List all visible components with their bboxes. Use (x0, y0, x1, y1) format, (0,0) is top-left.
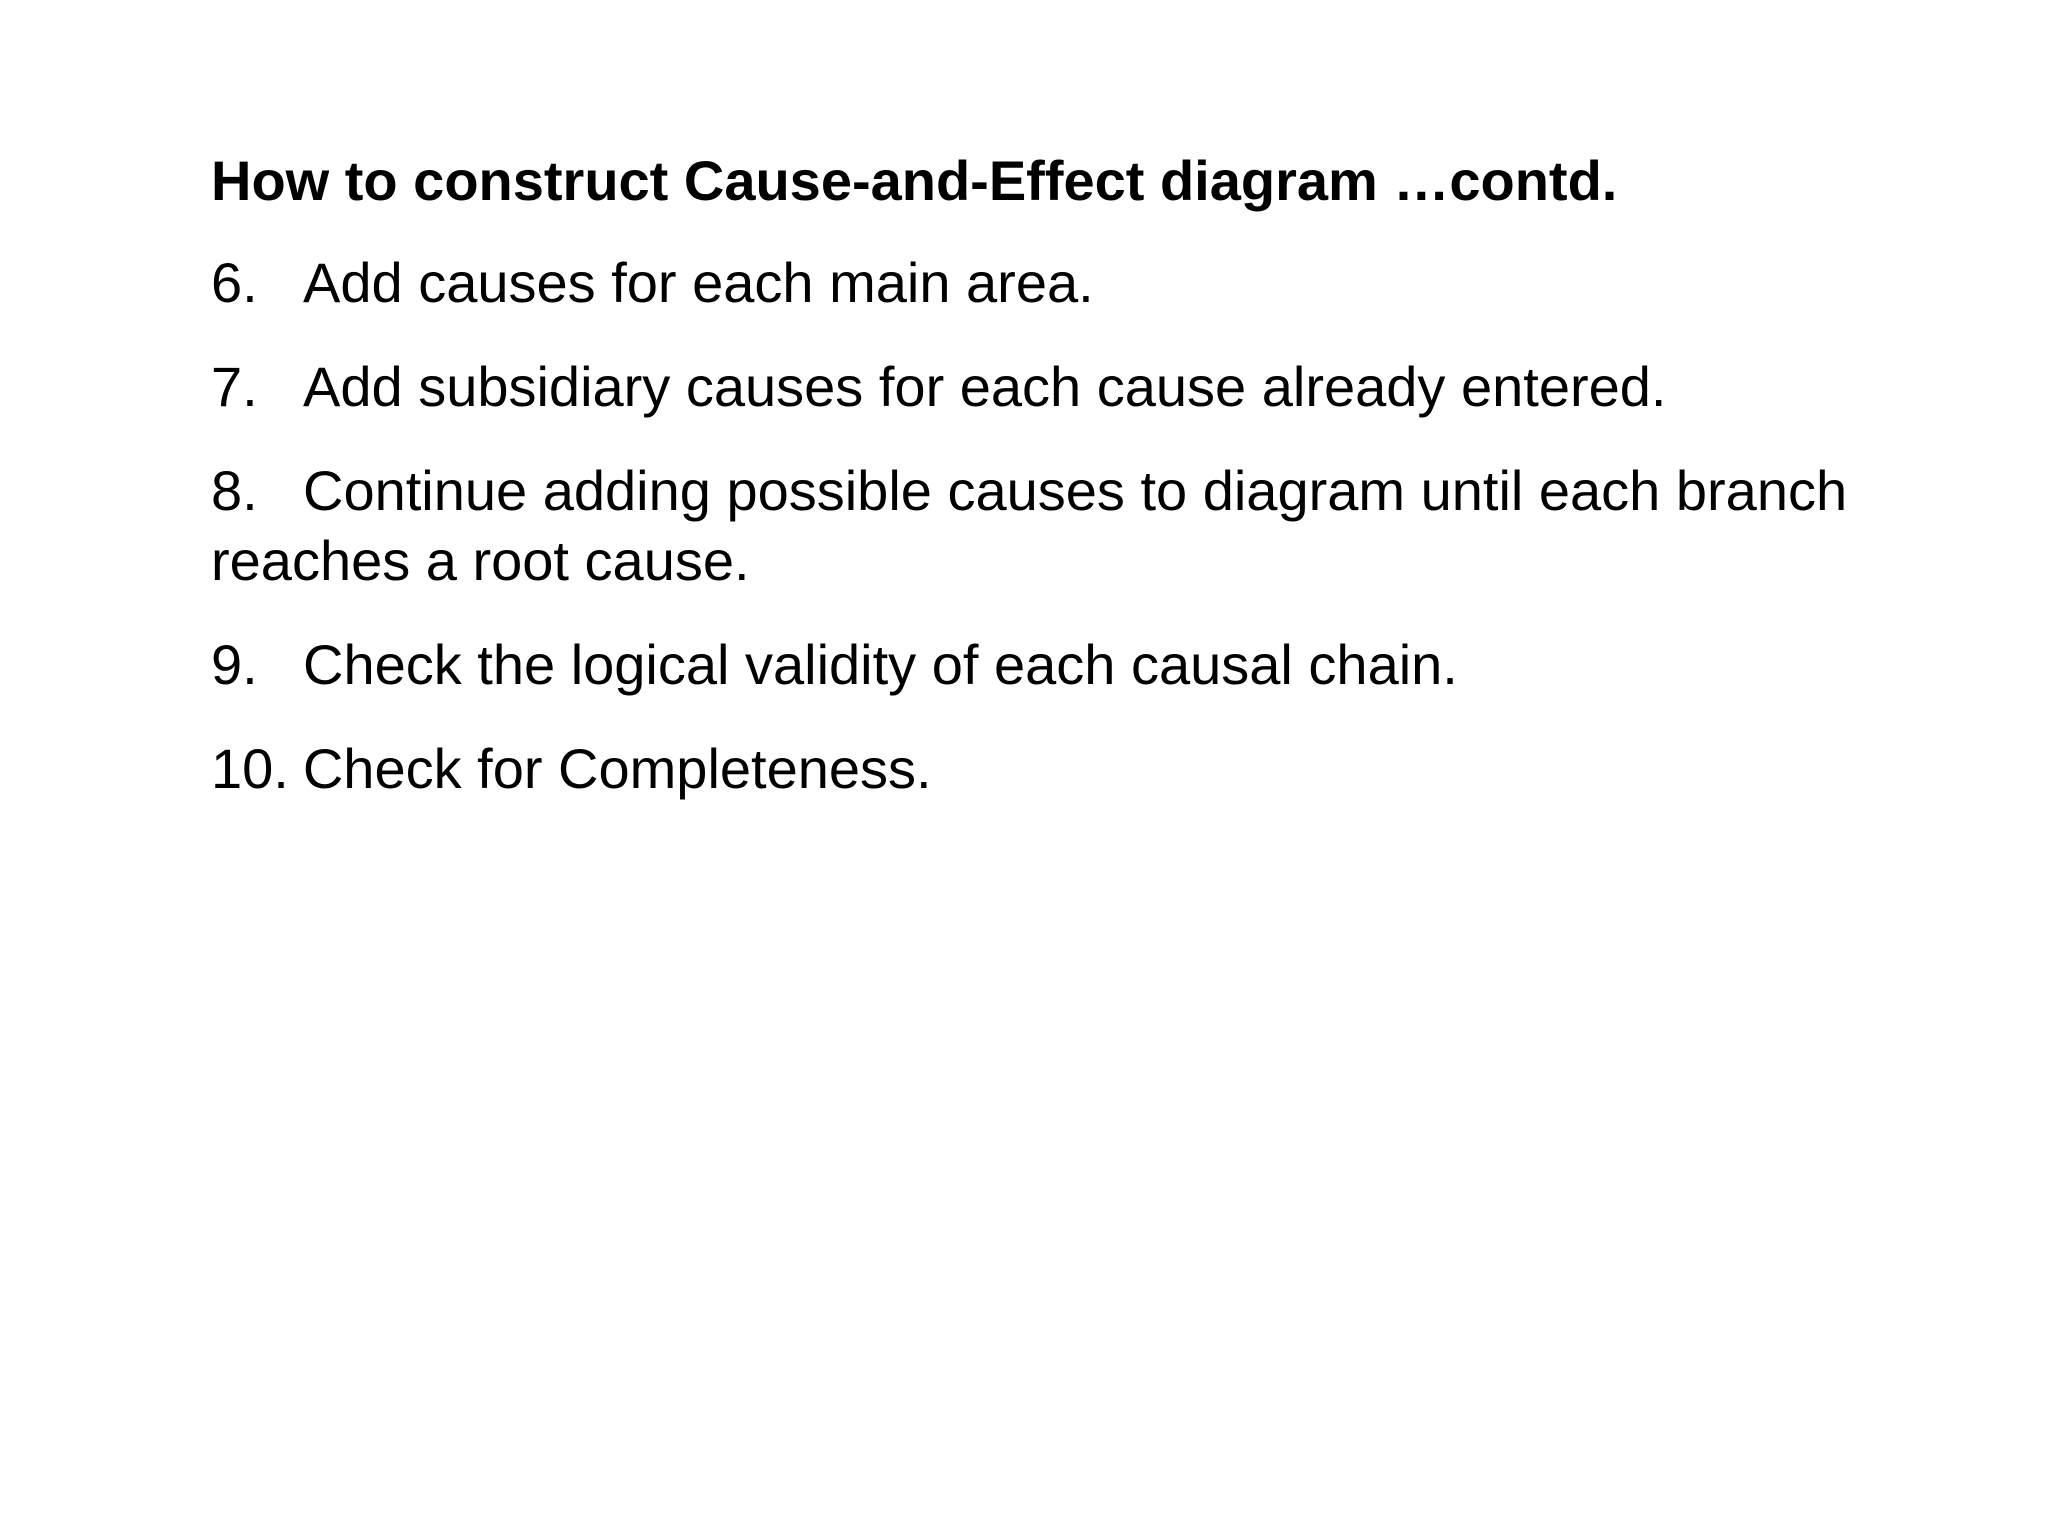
step-number: 8. (211, 459, 258, 522)
slide-title: How to construct Cause-and-Effect diagram …contd. (211, 149, 1618, 212)
step-item (211, 630, 1911, 700)
step-item (211, 734, 1911, 804)
step-text: Continue adding possible causes to diagram until each branch reaches a root cause. (211, 459, 1848, 592)
step-text: Add subsidiary causes for each cause already entered. (303, 355, 1667, 418)
step-number: 6. (211, 251, 258, 314)
step-number: 7. (211, 355, 258, 418)
step-text: Check for Completeness. (302, 737, 932, 800)
slide-content (211, 146, 1911, 838)
step-item (211, 352, 1911, 422)
step-text: Check the logical validity of each causal chain. (303, 633, 1458, 696)
step-text: Add causes for each main area. (303, 251, 1094, 314)
step-number: 10. (211, 737, 289, 800)
step-item (211, 248, 1911, 318)
step-number: 9. (211, 633, 258, 696)
step-item (211, 456, 1911, 596)
